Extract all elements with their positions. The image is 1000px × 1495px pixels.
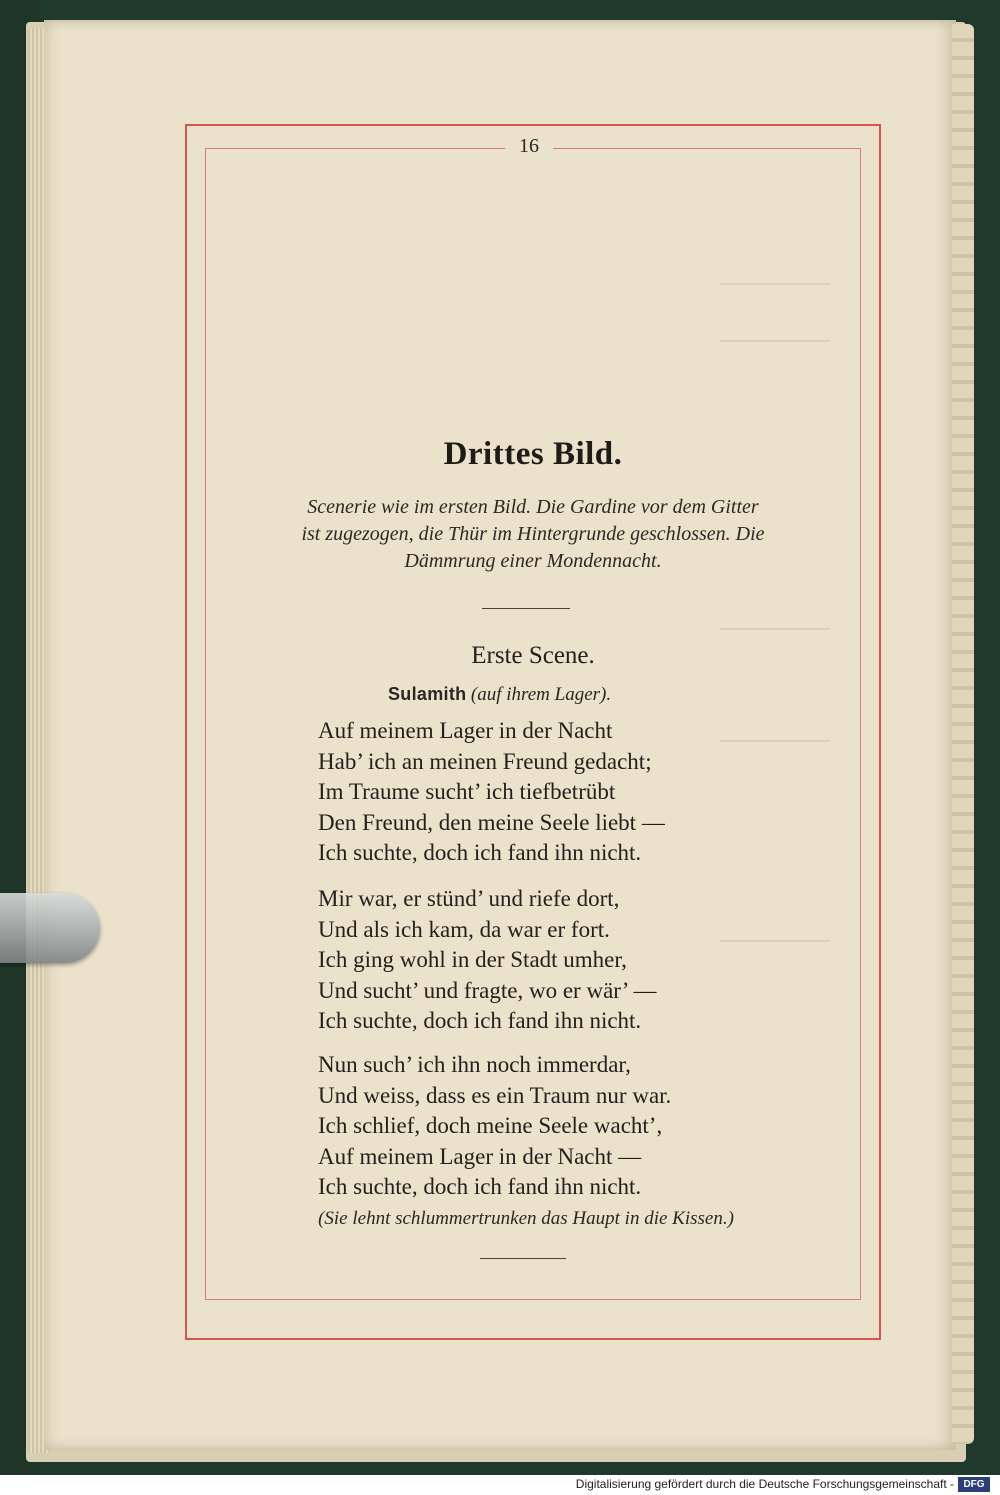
verse-line: Ich suchte, doch ich fand ihn nicht. (318, 1174, 642, 1199)
scene-title: Erste Scene. (471, 642, 595, 669)
verse-line: Mir war, er stünd’ und riefe dort, (318, 886, 620, 911)
scenery-description (248, 494, 818, 575)
stanza-3 (318, 1050, 778, 1203)
speaker-line (388, 684, 611, 706)
scenery-line: ist zugezogen, die Thür im Hintergrunde geschlossen. Die (301, 523, 765, 545)
verse-line: Ich suchte, doch ich fand ihn nicht. (318, 1008, 642, 1033)
verse-line: Und sucht’ und fragte, wo er wär’ — (318, 977, 657, 1003)
page-number: 16 (505, 132, 553, 160)
page-clip-tab (0, 893, 100, 963)
dfg-logo: DFG (958, 1477, 990, 1492)
stage-direction: (Sie lehnt schlummertrunken das Haupt in die Kissen.) (318, 1208, 734, 1229)
verse-line: Und als ich kam, da war er fort. (318, 916, 610, 942)
stanza-1 (318, 716, 778, 869)
verse-line: Hab’ ich an meinen Freund gedacht; (318, 748, 652, 774)
page-title: Drittes Bild. (443, 436, 623, 472)
speaker-name: Sulamith (388, 684, 467, 704)
verse-line: Ich schlief, doch meine Seele wacht’, (318, 1113, 663, 1138)
verse-line: Den Freund, den meine Seele liebt — (318, 809, 665, 835)
verse-line: Und weiss, dass es ein Traum nur war. (318, 1082, 672, 1108)
book-right-page-edges (952, 24, 974, 1444)
scenery-line: Scenerie wie im ersten Bild. Die Gardine vor dem Gitter (307, 496, 759, 518)
verse-line: Ich suchte, doch ich fand ihn nicht. (318, 840, 642, 865)
divider-rule (482, 608, 570, 609)
verse-line: Auf meinem Lager in der Nacht (318, 718, 613, 743)
speaker-direction: (auf ihrem Lager). (470, 684, 612, 705)
stanza-2 (318, 884, 778, 1037)
verse-line: Im Traume sucht’ ich tiefbetrübt (318, 779, 616, 804)
scenery-line: Dämmrung einer Mondennacht. (404, 550, 662, 572)
footer-credit: Digitalisierung gefördert durch die Deutsche Forschungsgemeinschaft - (575, 1477, 954, 1491)
divider-rule (480, 1258, 566, 1259)
verse-line: Nun such’ ich ihn noch immerdar, (318, 1052, 631, 1077)
footer-bar (0, 1475, 1000, 1495)
verse-line: Ich ging wohl in der Stadt umher, (318, 947, 627, 972)
verse-line: Auf meinem Lager in der Nacht — (318, 1143, 642, 1169)
